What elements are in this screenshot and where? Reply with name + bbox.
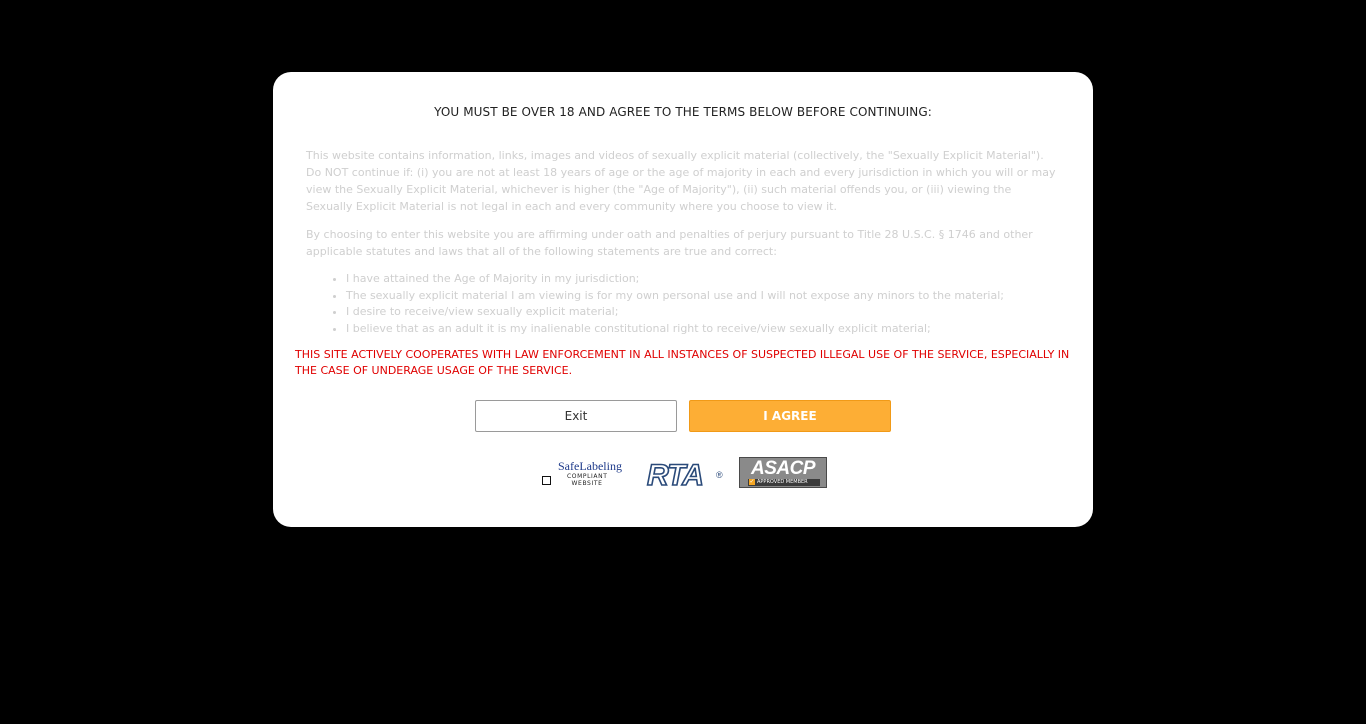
safelabeling-subtitle: COMPLIANT WEBSITE xyxy=(567,473,608,487)
rta-logo[interactable] xyxy=(646,456,726,490)
rta-registered-mark: ® xyxy=(716,470,723,480)
age-verification-modal xyxy=(273,72,1093,527)
safelabeling-checkbox-icon xyxy=(542,476,551,485)
safelabeling-logo[interactable] xyxy=(542,459,634,489)
terms-paragraph-1: This website contains information, links, images and videos of sexually explicit material (collectively, the "Sexually Explicit Material"). Do NOT continue if: (i) you are not at least 18 years of age or the age of majority in each and every jurisdiction in which you will or may view the Sexually Explicit Material, whichever is higher (the "Age of Majority"), (ii) such material offends you, or (iii) viewing the Sexually Explicit Material is not legal in each and every community where you choose to view it. xyxy=(306,149,1056,213)
asacp-logo[interactable] xyxy=(739,457,827,488)
modal-heading: YOU MUST BE OVER 18 AND AGREE TO THE TERMS BELOW BEFORE CONTINUING: xyxy=(434,105,932,119)
terms-paragraph-2: By choosing to enter this website you are affirming under oath and penalties of perjury pursuant to Title 28 U.S.C. § 1746 and other applicable statutes and laws that all of the following statements are true and correct: xyxy=(306,228,1033,258)
safelabeling-title: SafeLabeling xyxy=(558,459,622,473)
terms-text xyxy=(306,147,1058,337)
statement-item: • I believe that as an adult it is my inalienable constitutional right to receive/view sexually explicit material; xyxy=(346,321,1058,338)
statement-item: • I desire to receive/view sexually explicit material; xyxy=(346,304,1058,321)
statement-item: • I have attained the Age of Majority in my jurisdiction; xyxy=(346,271,1058,288)
agree-button[interactable]: I AGREE xyxy=(689,400,891,432)
statement-item: • The sexually explicit material I am viewing is for my own personal use and I will not expose any minors to the material; xyxy=(346,288,1058,305)
asacp-approved-bar xyxy=(748,479,820,486)
check-icon: ✓ xyxy=(749,478,755,485)
rta-logo-text: RTA xyxy=(647,459,703,490)
exit-button[interactable]: Exit xyxy=(475,400,677,432)
asacp-approved-label: APPROVED MEMBER xyxy=(757,479,808,485)
law-enforcement-warning: THIS SITE ACTIVELY COOPERATES WITH LAW ENFORCEMENT IN ALL INSTANCES OF SUSPECTED ILLEGAL USE OF THE SERVICE, ESPECIALLY IN THE CASE OF UNDERAGE USAGE OF THE SERVICE. xyxy=(295,348,1070,377)
statements-list xyxy=(306,271,1058,337)
asacp-logo-text: ASACP xyxy=(750,458,815,479)
